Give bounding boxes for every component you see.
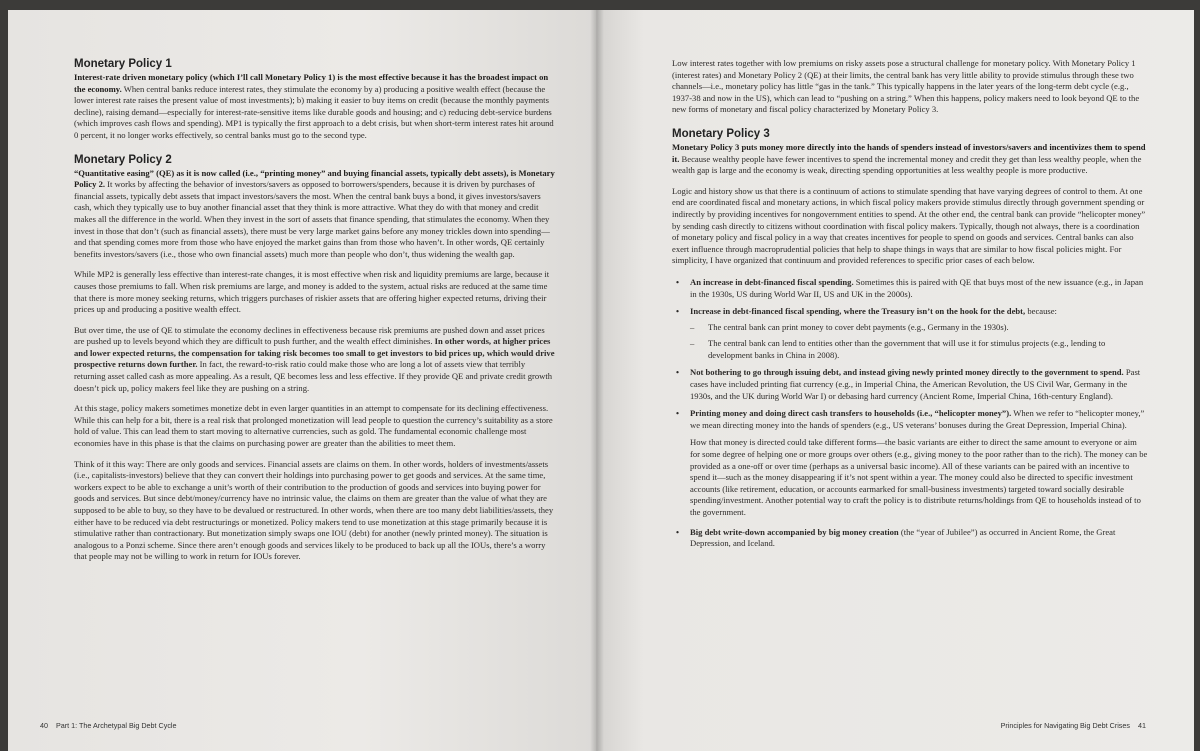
intro-paragraph: Low interest rates together with low premiums on risky assets pose a structural challenge for monetary policy. With Monetary Policy 1 (interest rates) and Monetary Policy 2 (QE) at their limits, the central bank has very little ability to provide stimulus through these two channels—i.e., monetary policy has little “gas in the tank.” This typically happens in the later years of the long-term debt cycle (e.g., 1937-38 and now in the US), which can lead to “pushing on a string.” When this happens, policy makers need to look beyond QE to the new forms of monetary and fiscal policy characterized by Monetary Policy 3. bbox=[672, 58, 1140, 115]
mp3-bullet-list-end bbox=[672, 527, 1148, 550]
heading-mp3: Monetary Policy 3 bbox=[672, 127, 770, 140]
mp2-paragraph-2: While MP2 is generally less effective than interest-rate changes, it is most effective when risk and liquidity premiums are large, because it causes those premiums to fall. When risk premiums are large, and money is added to the system, actual risks are reduced at the same time that there is more money seeking returns, which triggers purchases of riskier assets that are offering higher expected returns, driving their prices up and producing a positive wealth effect. bbox=[74, 269, 550, 315]
continuum-paragraph: Logic and history show us that there is a continuum of actions to stimulate spending that have varying degrees of control to them. At one end are coordinated fiscal and monetary actions, in which fiscal policy makers provide stimulus directly through government spending or indirectly by providing incentives for nongovernment entities to spend. At the other end, the central bank can provide “helicopter money” by sending cash directly to citizens without coordination with fiscal policy makers. Typically, though not always, there is a coordination of monetary policy and fiscal policy in a way that creates incentives for people to spend on goods and services. Central banks can also exert influence through macroprudential policies that help to shape things in ways that are similar to how fiscal policies might. For simplicity, I have organized that continuum and provided references to specific prior cases of each below. bbox=[672, 185, 1146, 266]
right-footer bbox=[1001, 721, 1146, 730]
left-text-column bbox=[74, 58, 556, 572]
mp3-bullet-list bbox=[672, 277, 1148, 432]
mp1-paragraph: Interest-rate driven monetary policy (which I’ll call Monetary Policy 1) is the most effective because it has the broadest impact on the economy. When central banks reduce interest rates, they stimulate the economy by a) producing a positive wealth effect (because the lower interest rate raises the present value of most investments); b) making it easier to buy items on credit (because the monthly payments decline), raising demand—especially for interest-rate-sensitive items like durable goods and housing; and c) reducing debt-service burdens (which improves cash flows and spending). MP1 is typically the first approach to a debt crisis, but when short-term interest rates hit around 0 percent, it no longer works effectively, so central banks must go to the second type. bbox=[74, 72, 554, 140]
sub-list bbox=[690, 322, 1148, 362]
left-page bbox=[8, 10, 596, 751]
helicopter-continuation: How that money is directed could take different forms—the basic variants are either to direct the same amount to everyone or aim for some degree of helping one or more groups over others (e.g., giving money to the poor rather than to the rich). The money can be provided as a one-off or over time (perhaps as a universal basic income). All of these variants can be paired with an incentive to spend it—such as the money disappearing if it’s not spent within a year. The money could also be directed to specific investment accounts (like retirement, education, or accounts earmarked for small-business investments) targeted toward socially desirable spending/investment. Another potential way to craft the policy is to distribute returns/holdings from QE to households instead of to the government. bbox=[690, 437, 1148, 517]
heading-mp1: Monetary Policy 1 bbox=[74, 58, 172, 70]
left-page-number: 40 bbox=[40, 721, 48, 730]
mp2-paragraph-4: At this stage, policy makers sometimes monetize debt in even larger quantities in an attempt to compensate for its declining effectiveness. While this can help for a bit, there is a real risk that prolonged monetization will lead people to question the currency’s suitability as a store hold of value. This can lead them to start moving to alternative currencies, such as gold. The fundamental economic challenge most economies have in this phase is that the claims on purchasing power are greater than the abilities to meet them. bbox=[74, 403, 553, 449]
book-gutter bbox=[590, 10, 604, 751]
left-footer bbox=[40, 721, 177, 730]
right-text-column bbox=[672, 58, 1148, 556]
mp2-paragraph-5: Think of it this way: There are only goods and services. Financial assets are claims on them. In other words, holders of investments/assets (i.e., capitalists-investors) believe that they can convert their holdings into purchasing power to get goods and services. At the same time, workers expect to be able to exchange a unit’s worth of their contribution to the production of goods and services into buying power for goods and services. But since debt/money/currency have no intrinsic value, the claims on them are greater than the value of what they are supposed to be able to buy, so they have to be devalued or restructured. In other words, when there are too many debt liabilities/assets, they either have to be reduced via debt restructurings or monetized. Policy makers tend to use monetization at this stage primarily because it is stimulative rather than contractionary. But monetization simply swaps one IOU (debt) for another (newly printed money). The situation is analogous to a Ponzi scheme. Since there aren’t enough goods and services likely to be produced to back up all the IOUs, there’s a worry that people may not be willing to work in return for IOUs forever. bbox=[74, 458, 554, 562]
list-item: • Big debt write-down accompanied by big money creation (the “year of Jubilee”) as occurred in Ancient Rome, the Great Depression, and Iceland. bbox=[672, 527, 1148, 550]
list-item: • Printing money and doing direct cash transfers to households (i.e., “helicopter money”). When we refer to “helicopter money,” we mean directing money into the hands of spenders (e.g., US veterans’ bonuses during the Great Depression, Imperial China). bbox=[672, 408, 1148, 431]
right-running-title: Principles for Navigating Big Debt Crises bbox=[1000, 721, 1130, 730]
list-item: • An increase in debt-financed fiscal spending. Sometimes this is paired with QE that buys most of the new issuance (e.g., in Japan in the 1930s, US during World War II, US and UK in the 2000s). bbox=[672, 277, 1148, 300]
list-item: • Not bothering to go through issuing debt, and instead giving newly printed money directly to the government to spend. Past cases have included printing fiat currency (e.g., in Imperial China, the American Revolution, the US Civil War, Germany in the 1930s, and the UK during World War I) or debasing hard currency (Ancient Rome, Imperial China, 16th-century England). bbox=[672, 367, 1148, 402]
mp2-paragraph-1: “Quantitative easing” (QE) as it is now called (i.e., “printing money” and buying financial assets, typically debt assets), is Monetary Policy 2. It works by affecting the behavior of investors/savers as opposed to borrowers/spenders, because it is driven by purchases of financial assets, typically debt assets that impact investors/savers the most. When the central bank buys a bond, it gives investors/savers cash, which they typically use to buy another financial asset that they think is more attractive. What they do with that money and credit makes all the difference in the world. When they invest in the sort of assets that finance spending, that stimulates the economy. When they invest in those that don’t (such as financial assets), there must be very large market gains before any money trickles down into spending—and that spending comes more from those who have enjoyed the market gains than from those who haven’t. In other words, QE certainly benefits investors/savers (i.e., those who own financial assets) much more than people who don’t, thus widening the wealth gap. bbox=[74, 167, 555, 259]
mp3-paragraph: Monetary Policy 3 puts money more directly into the hands of spenders instead of investors/savers and incentivizes them to spend it. Because wealthy people have fewer incentives to spend the incremental money and credit they get than less wealthy people, when the wealth gap is large and the economy is weak, directing spending opportunities at less wealthy people is more productive. bbox=[672, 141, 1146, 176]
sub-list-item: – The central bank can print money to cover debt payments (e.g., Germany in the 1930s). bbox=[690, 322, 1148, 334]
sub-list-item: – The central bank can lend to entities other than the government that will use it for stimulus projects (e.g., lending to development banks in China in 2008). bbox=[690, 338, 1148, 361]
mp2-paragraph-3: But over time, the use of QE to stimulate the economy declines in effectiveness because risk premiums are pushed down and asset prices are pushed up to levels beyond which they are difficult to push further, and the wealth effect diminishes. In other words, at higher prices and lower expected returns, the compensation for taking risk becomes too small to get investors to bid prices up, which would drive prospective returns down further. In fact, the reward-to-risk ratio could make those who are long a lot of assets view that terribly returning asset called cash as more appealing. As a result, QE becomes less and less effective. If they provide QE and private credit growth doesn’t pick up, policy makers feel like they are pushing on a string. bbox=[74, 324, 555, 393]
right-page bbox=[596, 10, 1194, 751]
right-page-number: 41 bbox=[1138, 721, 1146, 730]
list-item: • Increase in debt-financed fiscal spending, where the Treasury isn’t on the hook for the debt, because: – The central bank can print money to cover debt payments (e.g., Germany in the 1930s). – The central bank can lend to entities other than the government that will use it for stimulus projects (e.g., lending to development banks in China in 2008). bbox=[672, 306, 1148, 361]
left-running-title: Part 1: The Archetypal Big Debt Cycle bbox=[56, 721, 177, 730]
heading-mp2: Monetary Policy 2 bbox=[74, 153, 172, 166]
